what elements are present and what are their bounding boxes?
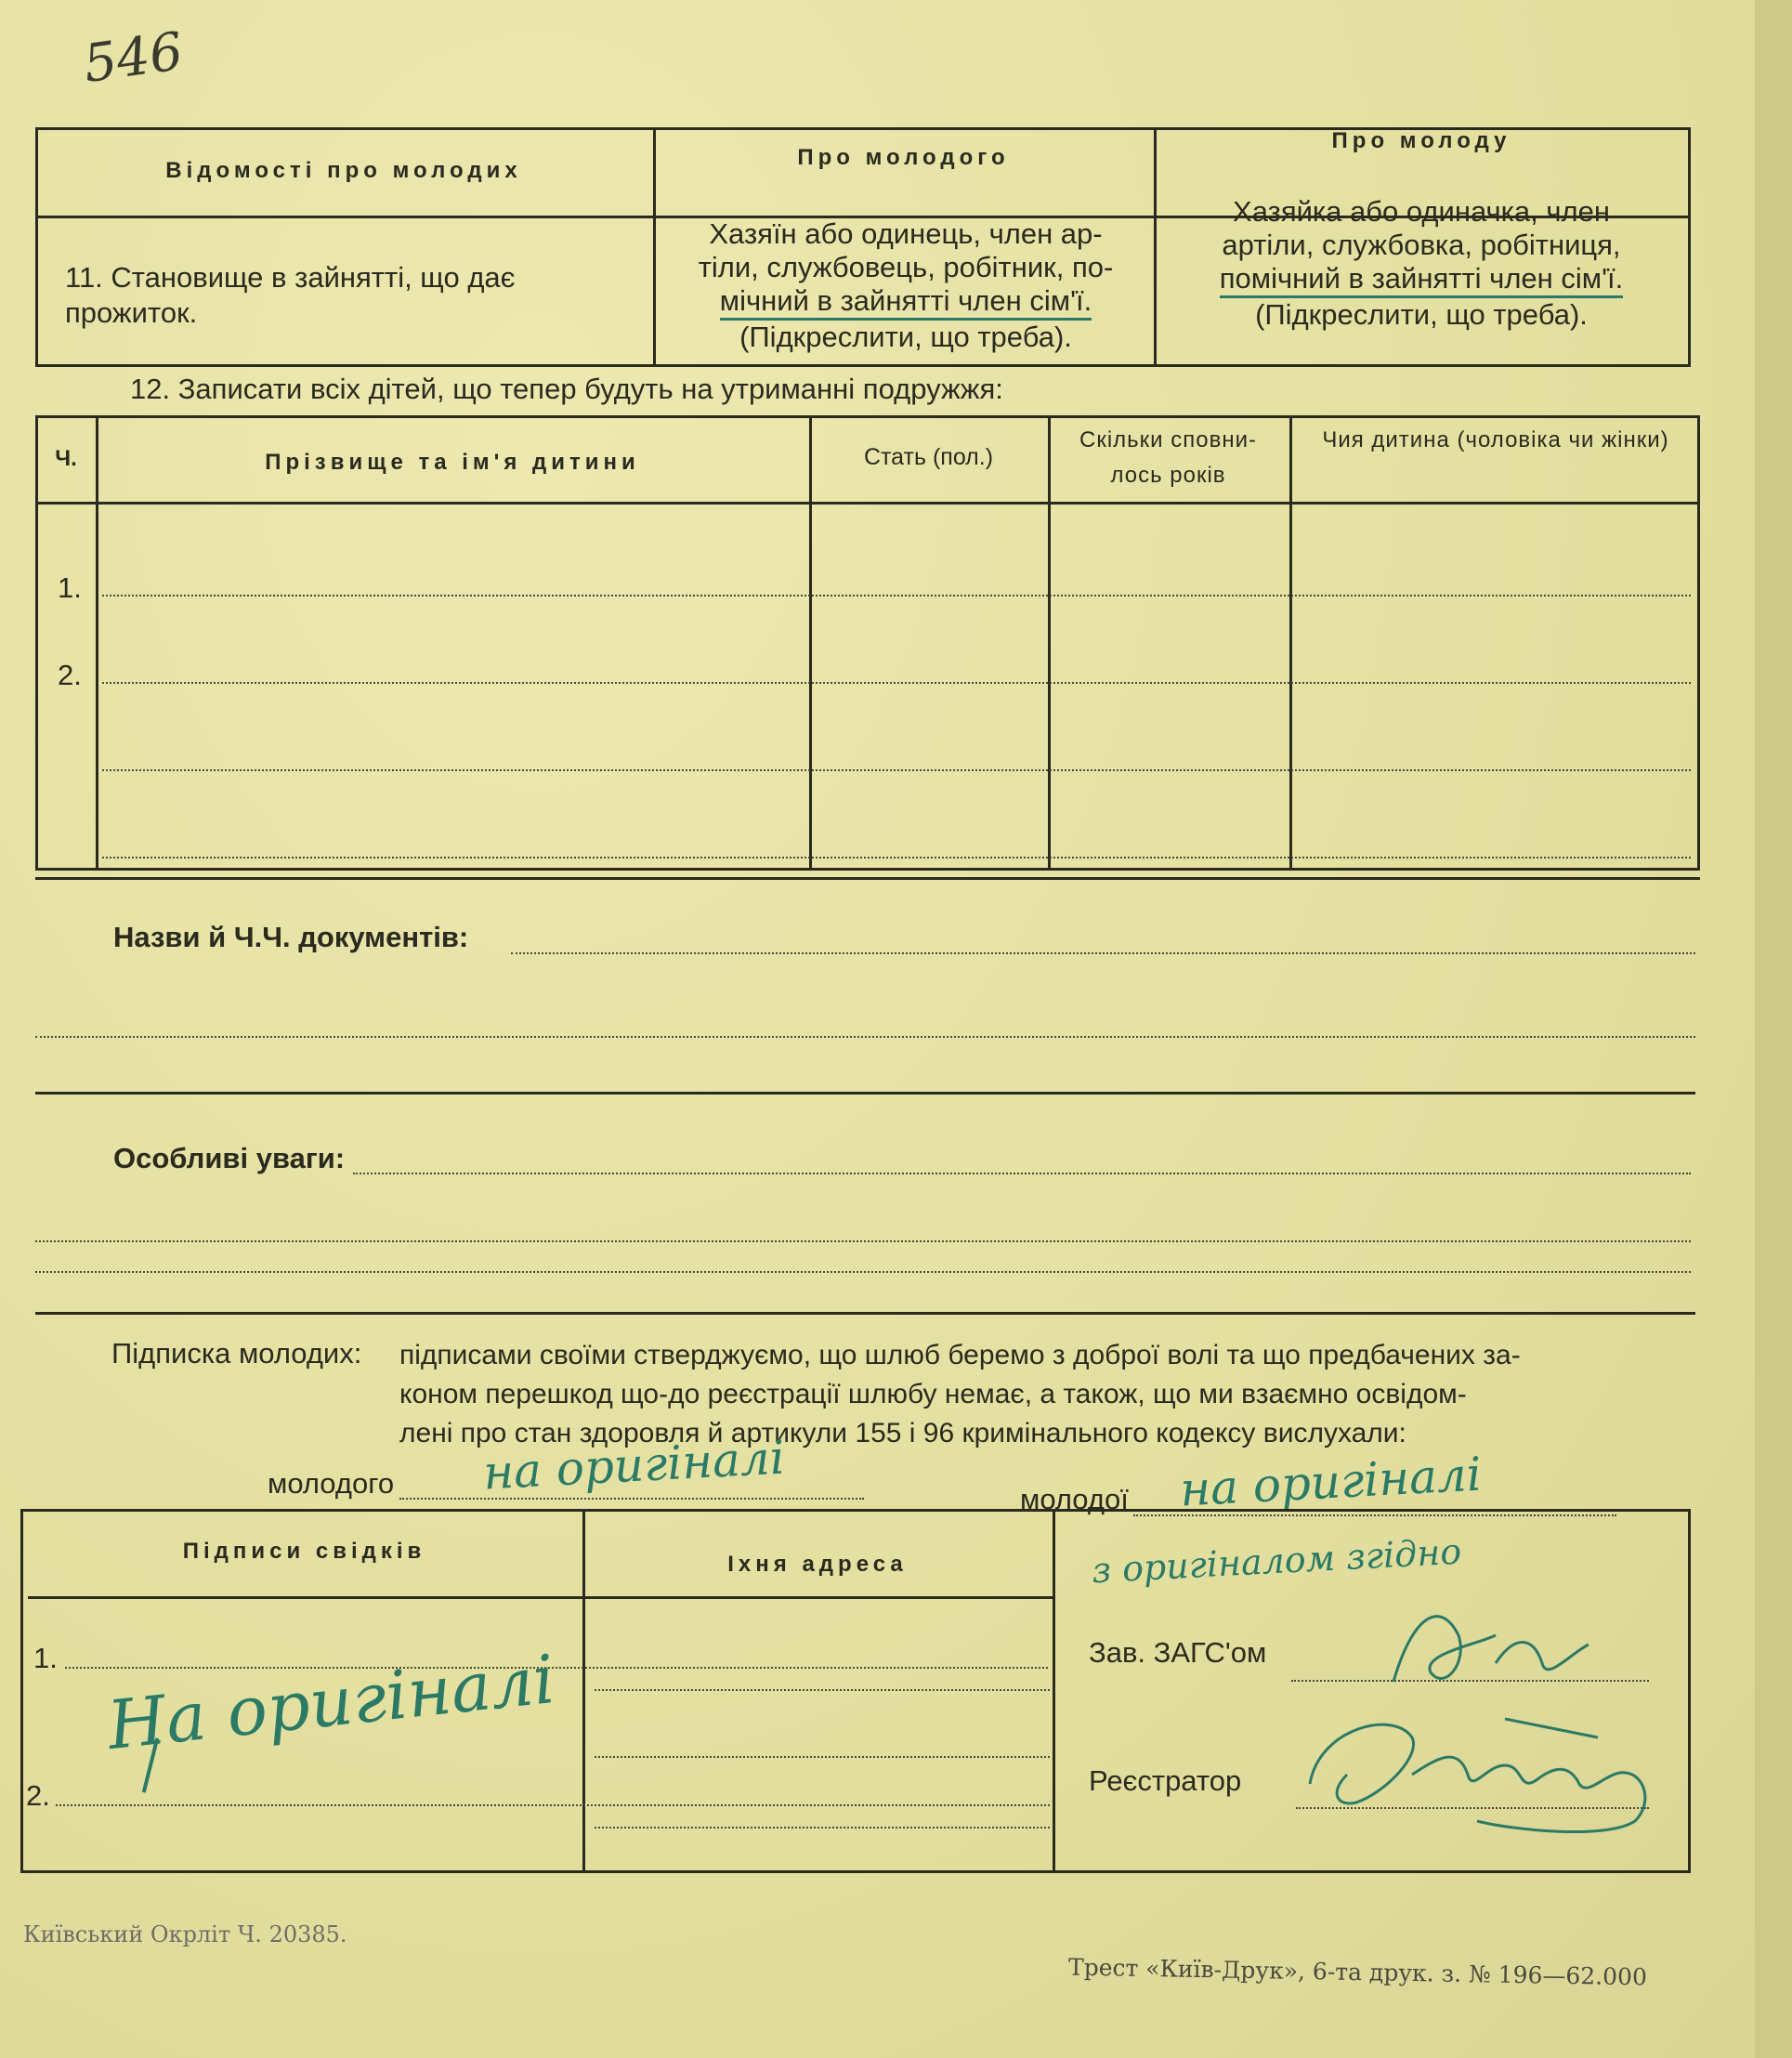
bride-line-2: артіли, службовка, робітниця, [1222,229,1621,261]
declaration-label: Підписка молодих: [111,1337,362,1370]
groom-note: (Підкреслити, що треба). [739,321,1072,353]
child-row-line [102,682,1691,684]
table-divider [1154,127,1157,367]
header-groom: Про молодого [797,145,1010,170]
header-child-name: Прізвище та ім'я дитини [265,450,640,475]
header-bride: Про молоду [1331,128,1511,153]
notes-label: Особливі уваги: [113,1142,346,1174]
groom-line-3-wrap [660,284,1152,321]
table-divider [1053,1509,1055,1873]
zags-head-signature [1356,1580,1635,1710]
address-line[interactable] [595,1827,1050,1829]
row-11-label: 11. Становище в зайнятті, що дає прожиток. [65,261,516,329]
table-divider [809,415,812,871]
address-line[interactable] [595,1756,1050,1758]
bride-note: (Підкреслити, що треба). [1255,298,1588,331]
documents-label: Назви й Ч.Ч. документів: [113,921,469,953]
table-divider [1048,415,1051,871]
child-row-2-number: 2. [58,659,82,691]
section-rule [35,1092,1695,1095]
bride-signature: на оригіналі [1178,1447,1484,1517]
documents-line[interactable] [511,952,1695,954]
declaration-line-1: підписами своїми стверджуємо, що шлюб беремо з доброї волі та що предбачених за- [399,1340,1521,1370]
child-row-1-number: 1. [58,571,82,604]
paper-edge [1755,0,1792,2058]
documents-line[interactable] [35,1036,1695,1038]
header-whose-child: Чия дитина (чоловіка чи жінки) [1322,427,1669,452]
header-sex: Стать (пол.) [863,444,994,470]
bride-line-3-wrap [1161,262,1681,298]
groom-line-2: тіли, службовець, робітник, по- [698,251,1114,283]
table-bottom-rule [35,877,1700,880]
zags-head-label: Зав. ЗАГС'ом [1089,1636,1267,1669]
notes-line[interactable] [35,1240,1691,1242]
table-divider [1289,415,1292,871]
child-row-line [102,857,1691,859]
witness-line[interactable] [56,1804,1050,1806]
section-rule [35,1312,1695,1315]
archive-number: 546 [79,20,187,96]
groom-occupation [660,217,1152,354]
groom-signature: на оригіналі [481,1430,787,1501]
table-divider [28,1596,1053,1599]
groom-line-1: Хазяїн або одинець, член ар- [709,217,1103,250]
header-info: Відомості про молодих [165,158,522,183]
header-number: Ч. [55,446,77,471]
header-witness-signatures: Підписи свідків [182,1539,426,1564]
registrar-label: Реєстратор [1089,1764,1242,1797]
declaration-text [399,1336,1693,1453]
registrar-signature [1291,1700,1681,1849]
declaration-line-3: лені про стан здоровля й артикули 155 і 96 кримінального кодексу вислухали: [399,1418,1406,1448]
bride-occupation [1161,195,1681,332]
groom-signature-line[interactable] [399,1498,864,1500]
notes-line[interactable] [35,1271,1691,1273]
header-witness-address: Іхня адреса [727,1552,908,1577]
bride-signature-label: молодої [1020,1483,1129,1515]
witness-row-1-number: 1. [33,1642,58,1674]
certified-note: з оригіналом згідно [1091,1530,1463,1592]
witness-signature: На оригіналі [103,1639,559,1765]
child-row-line [102,769,1691,771]
children-title: 12. Записати всіх дітей, що тепер будуть на утриманні подружжя: [130,373,1003,405]
header-age: Скільки сповни-лось років [1079,427,1257,488]
witness-line[interactable] [65,1667,1048,1669]
notes-line[interactable] [353,1173,1691,1174]
footer-left: Київський Окрліт Ч. 20385. [23,1921,347,1947]
bride-line-1: Хазяйка або одиначка, член [1233,195,1610,228]
bride-line-3: помічний в зайнятті член сім'ї. [1220,262,1623,298]
declaration-line-2: коном перешкод що-до реєстрації шлюбу немає, а також, що ми взаємно освідом- [399,1379,1467,1409]
children-table [35,415,1700,871]
groom-line-3: мічний в зайнятті член сім'ї. [720,284,1092,321]
witness-row-2-number: 2. [26,1779,50,1812]
groom-signature-label: молодого [268,1467,395,1500]
footer-right: Трест «Київ-Друк», 6-та друк. з. № 196—62.000 [1067,1953,1648,1991]
address-line[interactable] [595,1689,1050,1691]
table-divider [96,415,98,871]
child-row-line [102,595,1691,596]
table-divider [35,502,1700,505]
